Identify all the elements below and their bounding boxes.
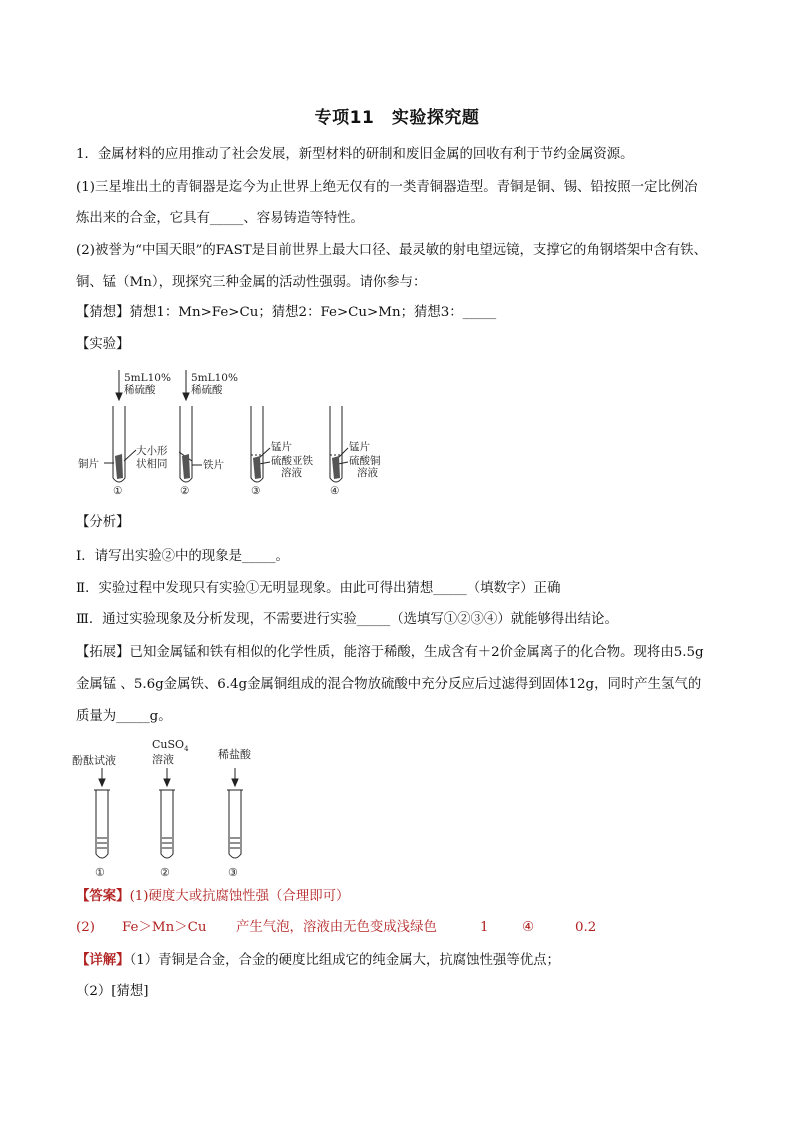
answer-part2-label: (2) [76, 920, 95, 935]
answer-order: Fe＞Mn＞Cu [122, 920, 207, 935]
analysis-2: Ⅱ．实验过程中发现只有实验①无明显现象。由此可得出猜想_____（填数字）正确 [76, 581, 561, 596]
extension-line1: 【拓展】已知金属锰和铁有相似的化学性质，能溶于稀酸，生成含有＋2价金属离子的化合物。现将由5.5g [76, 645, 704, 660]
tube-number-1: ① [113, 485, 123, 497]
acid-label-2: 5mL10% [191, 372, 238, 384]
acid-label-1b: 稀硫酸 [124, 384, 156, 396]
tube-number-2: ② [180, 485, 190, 497]
answer-hydrogen-mass: 0.2 [575, 920, 597, 935]
answer-guess-number: 1 [480, 920, 489, 935]
tube2-number-1: ① [95, 866, 105, 879]
iron-label: 铁片 [203, 459, 224, 471]
part1-line1: (1)三星堆出土的青铜器是迄今为止世界上绝无仅有的一类青铜器造型。青铜是铜、锡、铅按照一定比例冶 [76, 180, 698, 195]
tube-number-4: ④ [330, 485, 340, 497]
answer-line2 [76, 919, 676, 937]
cuso4-label: CuSO$_4$ [152, 738, 189, 753]
part2-line2: 铜、锰（Mn），现探究三种金属的活动性强弱。请你参与： [76, 275, 427, 290]
experiment-heading: 【实验】 [76, 337, 130, 352]
detail-line2: （2）[猜想] [76, 984, 149, 999]
solution-label-3b: 溶液 [281, 467, 302, 479]
phenolphthalein-label: 酚酞试液 [72, 754, 116, 767]
mn-label-3: 锰片 [271, 441, 292, 453]
mn-label-4: 锰片 [349, 441, 370, 453]
analysis-heading: 【分析】 [76, 515, 130, 530]
solution-label-4a: 硫酸铜 [349, 455, 381, 467]
tube-number-3: ③ [251, 485, 261, 497]
answer-experiment: ④ [522, 920, 535, 935]
extension-line3: 质量为_____g。 [76, 709, 172, 724]
tube2-number-3: ③ [228, 866, 238, 879]
detail-line1 [76, 951, 560, 970]
answer-label: 【答案】 [76, 888, 130, 904]
detail-text: （1）青铜是合金，合金的硬度比组成它的纯金属大，抗腐蚀性强等优点； [129, 953, 560, 968]
solution-label-4b: 溶液 [357, 467, 378, 479]
question-intro: 1．金属材料的应用推动了社会发展，新型材料的研制和废旧金属的回收有利于节约金属资源。 [76, 147, 634, 162]
answer-part1: (1)硬度大或抗腐蚀性强（合理即可） [129, 889, 350, 904]
extension-line2: 金属锰 、5.6g金属铁、6.4g金属铜组成的混合物放硫酸中充分反应后过滤得到固体12g，同时产生氢气的 [76, 677, 702, 692]
same-shape-label-2: 状相同 [136, 458, 168, 470]
part2-line1: (2)被誉为“中国天眼”的FAST是目前世界上最大口径、最灵敏的射电望远镜，支撑它的角钢塔架中含有铁、 [76, 243, 707, 258]
experiment-figure [76, 368, 406, 498]
copper-label: 铜片 [78, 458, 99, 470]
same-shape-label-1: 大小形 [136, 445, 168, 457]
reagent-figure [72, 736, 284, 879]
analysis-3: Ⅲ．通过实验现象及分析发现，不需要进行实验_____（选填写①②③④）就能够得出结论。 [76, 612, 618, 627]
page-title: 专项11 实验探究题 [314, 108, 480, 128]
solution-label-3a: 硫酸亚铁 [271, 455, 313, 467]
acid-label-1: 5mL10% [124, 372, 171, 384]
tube2-number-2: ② [160, 866, 170, 879]
answer-phenomenon: 产生气泡，溶液由无色变成浅绿色 [236, 920, 437, 935]
acid-label-2b: 稀硫酸 [191, 384, 223, 396]
cuso4-solution-label: 溶液 [152, 753, 174, 766]
hydrochloric-acid-label: 稀盐酸 [218, 748, 251, 761]
answer-line1 [76, 887, 349, 906]
analysis-1: Ⅰ．请写出实验②中的现象是_____。 [76, 549, 289, 564]
detail-label: 【详解】 [76, 952, 130, 968]
guess-line: 【猜想】猜想1：Mn>Fe>Cu；猜想2：Fe>Cu>Mn；猜想3：_____ [76, 305, 497, 320]
part1-line2: 炼出来的合金，它具有_____、容易铸造等特性。 [76, 211, 364, 226]
